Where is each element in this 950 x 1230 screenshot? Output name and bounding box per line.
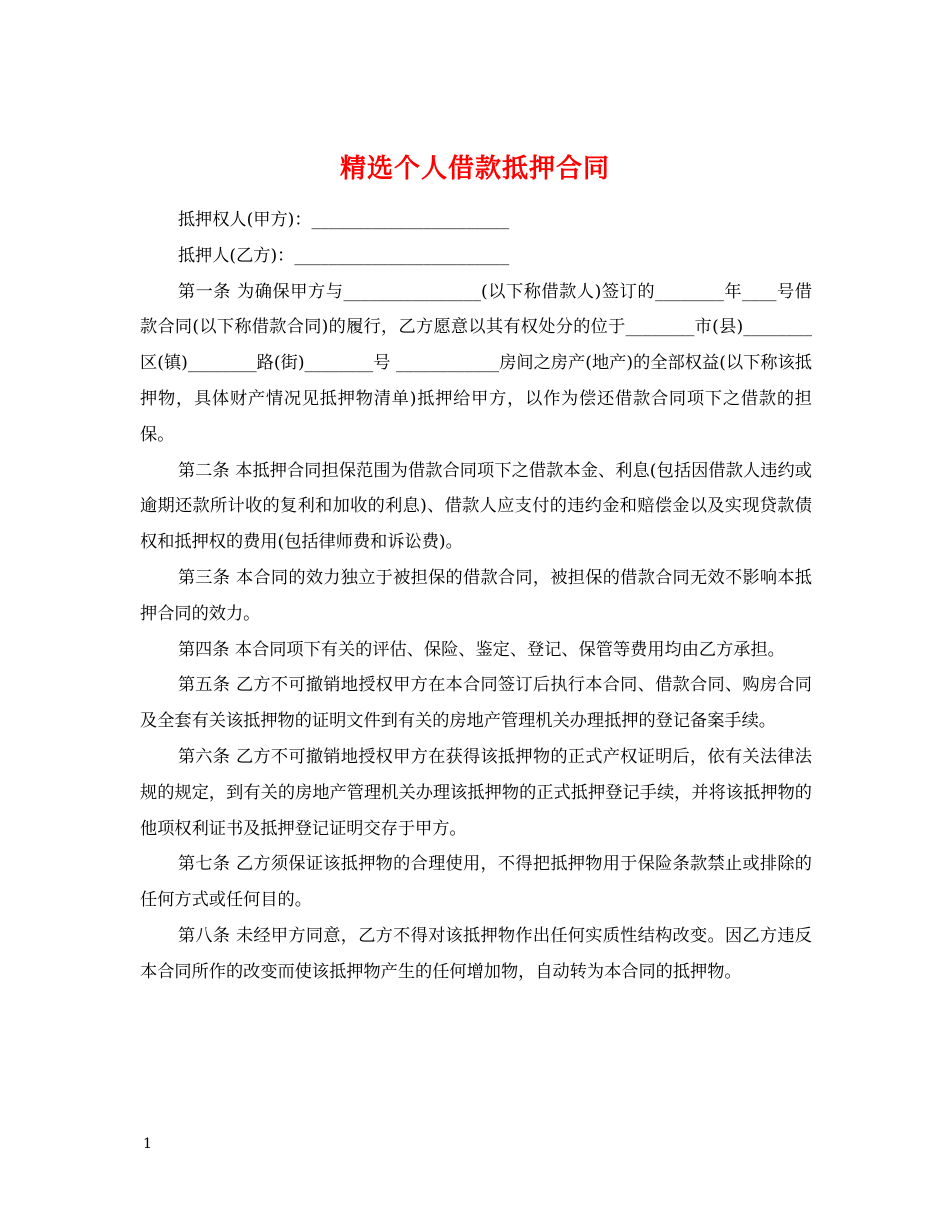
article-6: 第六条 乙方不可撤销地授权甲方在获得该抵押物的正式产权证明后，依有关法律法规的规定，到有关的房地产管理机关办理该抵押物的正式抵押登记手续，并将该抵押物的他项权利证书及抵押登记证明交存于甲方。 <box>140 746 812 839</box>
article-2: 第二条 本抵押合同担保范围为借款合同项下之借款本金、利息(包括因借款人违约或逾期还款所计收的复利和加收的利息)、借款人应支付的违约金和赔偿金以及实现贷款债权和抵押权的费用(包括律师费和诉讼费)。 <box>140 460 812 553</box>
mortgagor-line: 抵押人(乙方)：_________________________ <box>177 245 510 266</box>
article-7: 第七条 乙方须保证该抵押物的合理使用，不得把抵押物用于保险条款禁止或排除的任何方式或任何目的。 <box>140 854 812 911</box>
article-1: 第一条 为确保甲方与________________(以下称借款人)签订的________年____号借款合同(以下称借款合同)的履行，乙方愿意以其有权处分的位于________市(县)________区(镇)________路(街)________号 ____________房间之房产(地产)的全部权益(以下称该抵押物，具体财产情况见抵押物清单)抵押给甲方，以作为偿还借款合同项下之借款的担保。 <box>140 281 812 445</box>
article-5: 第五条 乙方不可撤销地授权甲方在本合同签订后执行本合同、借款合同、购房合同及全套有关该抵押物的证明文件到有关的房地产管理机关办理抵押的登记备案手续。 <box>140 675 812 732</box>
mortgagee-line: 抵押权人(甲方)：_______________________ <box>177 210 510 230</box>
article-8: 第八条 未经甲方同意，乙方不得对该抵押物作出任何实质性结构改变。因乙方违反本合同所作的改变而使该抵押物产生的任何增加物，自动转为本合同的抵押物。 <box>140 925 812 982</box>
document-title: 精选个人借款抵押合同 <box>339 154 610 185</box>
document-body <box>140 203 812 991</box>
page-number: 1 <box>143 1136 152 1152</box>
article-3: 第三条 本合同的效力独立于被担保的借款合同，被担保的借款合同无效不影响本抵押合同的效力。 <box>140 567 812 624</box>
article-4: 第四条 本合同项下有关的评估、保险、鉴定、登记、保管等费用均由乙方承担。 <box>177 639 785 660</box>
